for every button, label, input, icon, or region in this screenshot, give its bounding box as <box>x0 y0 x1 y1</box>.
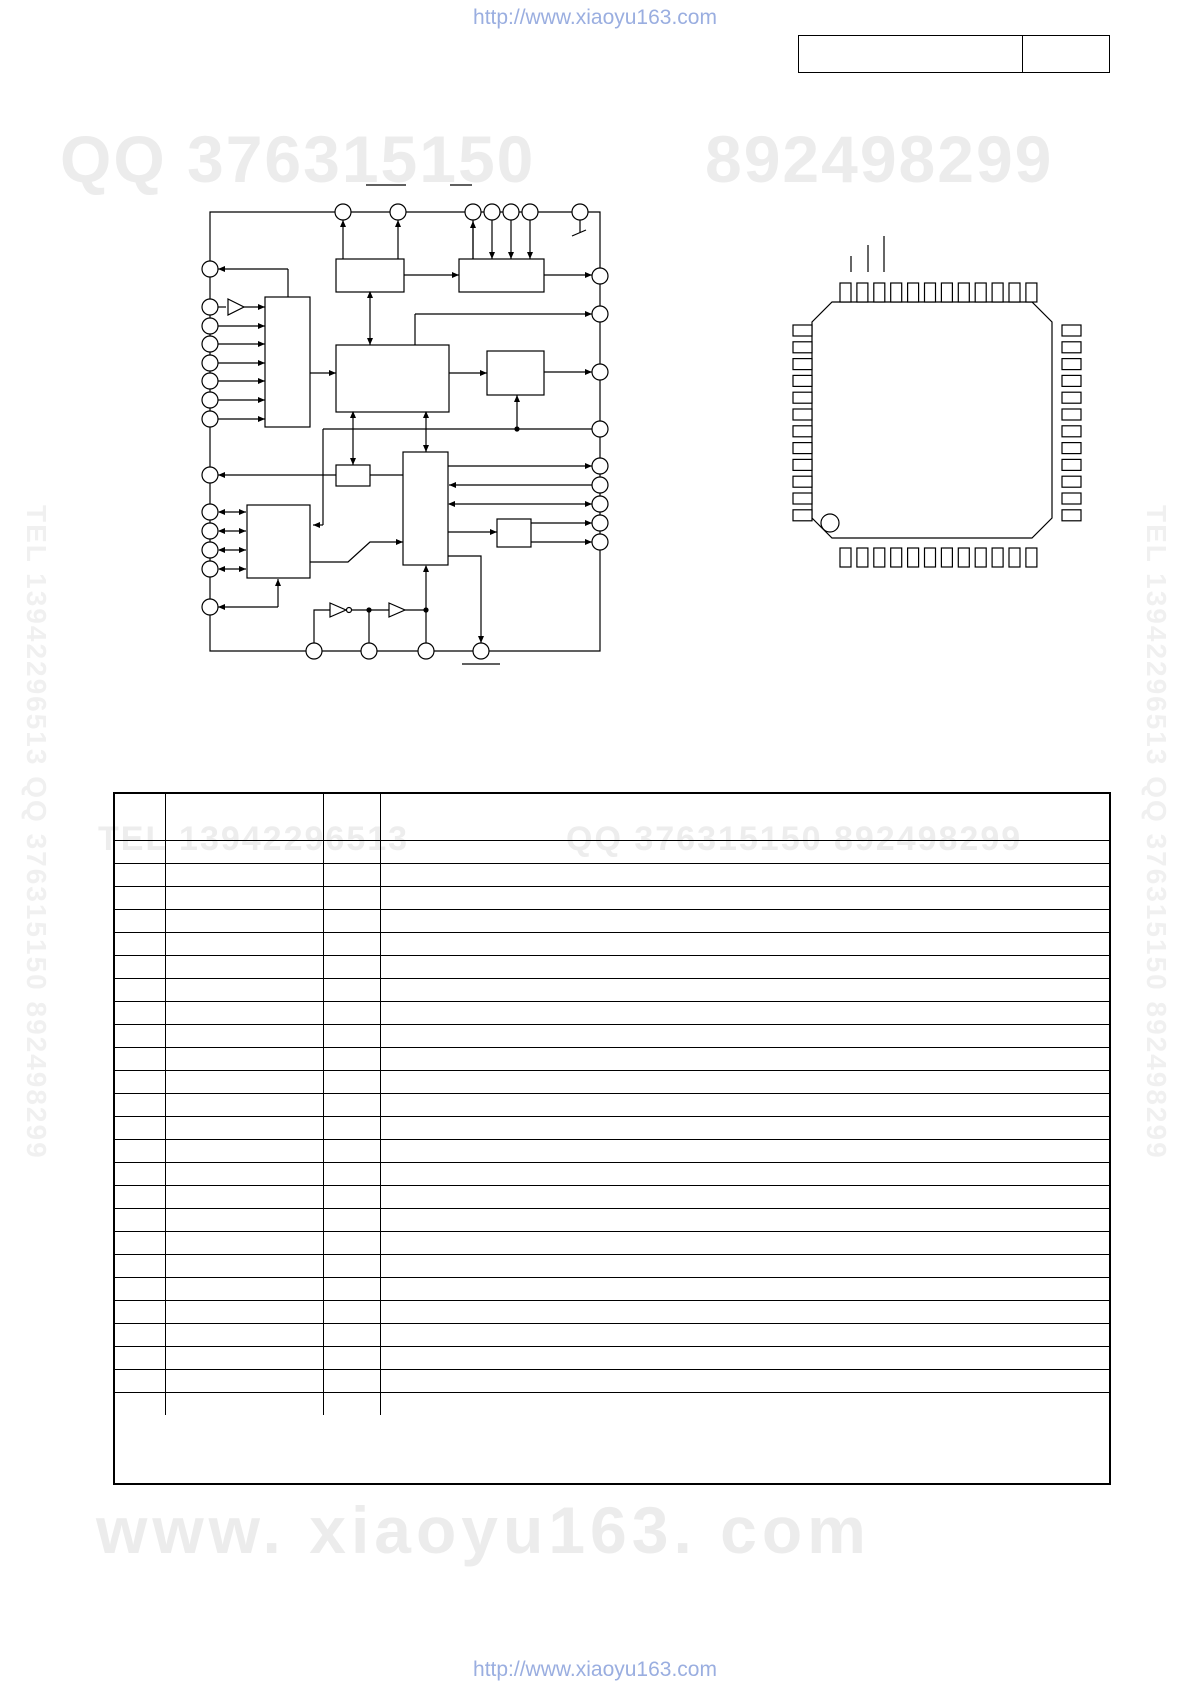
table-cell <box>380 1047 1109 1070</box>
table-cell <box>323 1162 380 1185</box>
table-row <box>115 863 1109 886</box>
table-cell <box>115 1369 165 1392</box>
package-pin <box>874 548 885 567</box>
controller-block <box>403 452 448 565</box>
table-cell <box>165 1323 323 1346</box>
table-cell <box>323 1231 380 1254</box>
package-pin <box>793 493 812 504</box>
table-row <box>115 978 1109 1001</box>
pin-circle <box>484 204 500 220</box>
table-row <box>115 909 1109 932</box>
table-cell <box>380 1323 1109 1346</box>
table-cell <box>380 932 1109 955</box>
table-header-row <box>115 794 1109 840</box>
table-cell <box>323 863 380 886</box>
table-cell <box>380 886 1109 909</box>
table-cell <box>165 1024 323 1047</box>
table-row <box>115 1369 1109 1392</box>
table-row <box>115 1323 1109 1346</box>
io-block <box>247 505 310 578</box>
package-pin <box>1062 325 1081 336</box>
header-pin-no <box>115 794 165 840</box>
table-cell <box>165 1254 323 1277</box>
table-cell <box>380 1116 1109 1139</box>
package-pin <box>1062 392 1081 403</box>
table-cell <box>165 840 323 863</box>
table-cell <box>115 1254 165 1277</box>
table-cell <box>323 840 380 863</box>
package-pin <box>793 409 812 420</box>
table-cell <box>115 932 165 955</box>
package-body <box>812 302 1052 538</box>
table-cell <box>165 1070 323 1093</box>
table-row <box>115 1300 1109 1323</box>
table-row <box>115 1093 1109 1116</box>
table-row <box>115 1392 1109 1415</box>
table-cell <box>115 1001 165 1024</box>
package-pin <box>793 325 812 336</box>
package-pin <box>1062 342 1081 353</box>
header-function <box>380 794 1109 840</box>
watermark-qq-number: 892498299 <box>705 122 1054 196</box>
table-cell <box>115 1139 165 1162</box>
table-cell <box>115 886 165 909</box>
table-cell <box>165 1300 323 1323</box>
table-cell <box>165 909 323 932</box>
table-row <box>115 1070 1109 1093</box>
header-url[interactable]: http://www.xiaoyu163.com <box>473 6 717 29</box>
table-cell <box>323 1070 380 1093</box>
package-pin <box>793 392 812 403</box>
table-row <box>115 1139 1109 1162</box>
table-cell <box>380 1254 1109 1277</box>
table-cell <box>323 1001 380 1024</box>
table-cell <box>115 1185 165 1208</box>
header-io <box>323 794 380 840</box>
package-pin <box>793 342 812 353</box>
table-cell <box>115 978 165 1001</box>
package-pin <box>891 283 902 302</box>
input-selector-block <box>265 297 310 427</box>
package-pin <box>958 548 969 567</box>
table-cell <box>380 978 1109 1001</box>
table-cell <box>115 1392 165 1415</box>
table-cell <box>165 1162 323 1185</box>
table-cell <box>115 1070 165 1093</box>
pin1-marker <box>821 514 839 532</box>
package-pin <box>908 548 919 567</box>
table-row <box>115 1231 1109 1254</box>
table-cell <box>165 1047 323 1070</box>
table-cell <box>165 863 323 886</box>
package-pin <box>793 476 812 487</box>
table-row <box>115 1001 1109 1024</box>
pin-circle <box>465 204 481 220</box>
table-cell <box>380 863 1109 886</box>
package-pin <box>941 283 952 302</box>
table-cell <box>115 1093 165 1116</box>
table-row <box>115 886 1109 909</box>
table-cell <box>380 1093 1109 1116</box>
pin-circle <box>390 204 406 220</box>
watermark-side-left: TEL 13942296513 QQ 376315150 892498299 <box>21 505 52 1160</box>
watermark-qq: QQ 376315150 <box>60 122 536 196</box>
table-cell <box>165 932 323 955</box>
package-pin <box>793 459 812 470</box>
table-cell <box>165 1185 323 1208</box>
package-pin <box>840 283 851 302</box>
package-pin <box>1026 548 1037 567</box>
pin-circle <box>522 204 538 220</box>
table-cell <box>165 1346 323 1369</box>
table-cell <box>323 978 380 1001</box>
package-pin <box>992 283 1003 302</box>
package-pin <box>1062 375 1081 386</box>
table-cell <box>323 1254 380 1277</box>
table-cell <box>115 1346 165 1369</box>
table-cell <box>165 1001 323 1024</box>
package-pin <box>1062 359 1081 370</box>
table-cell <box>115 955 165 978</box>
table-cell <box>115 1116 165 1139</box>
table-cell <box>165 1139 323 1162</box>
package-pin <box>941 548 952 567</box>
pin-description-table <box>113 792 1111 1485</box>
package-pin <box>958 283 969 302</box>
watermark-qq-small: QQ 376315150 892498299 <box>566 820 1023 858</box>
table-cell <box>115 909 165 932</box>
table-cell <box>115 1323 165 1346</box>
dac-block <box>487 351 544 395</box>
table-cell <box>165 1277 323 1300</box>
table-cell <box>380 1001 1109 1024</box>
package-pin <box>925 548 936 567</box>
package-pin <box>1062 443 1081 454</box>
table-cell <box>380 1208 1109 1231</box>
table-cell <box>115 1024 165 1047</box>
table-cell <box>165 1208 323 1231</box>
table-cell <box>323 1323 380 1346</box>
package-pin <box>874 283 885 302</box>
table-cell <box>323 955 380 978</box>
table-row <box>115 1277 1109 1300</box>
table-cell <box>115 1231 165 1254</box>
table-row <box>115 1024 1109 1047</box>
pin-circle <box>572 204 588 220</box>
table-cell <box>380 1070 1109 1093</box>
package-pin <box>793 375 812 386</box>
table-cell <box>380 1300 1109 1323</box>
package-pin <box>1026 283 1037 302</box>
table-cell <box>323 886 380 909</box>
package-pin <box>1009 548 1020 567</box>
table-cell <box>380 840 1109 863</box>
table-cell <box>380 909 1109 932</box>
footer-url[interactable]: http://www.xiaoyu163.com <box>473 1658 717 1681</box>
table-cell <box>115 1300 165 1323</box>
package-pin <box>1062 409 1081 420</box>
table-cell <box>165 886 323 909</box>
pin-circle <box>335 204 351 220</box>
table-cell <box>323 1139 380 1162</box>
table-cell <box>323 1185 380 1208</box>
table-cell <box>323 1024 380 1047</box>
package-pin <box>1062 510 1081 521</box>
package-pin <box>975 548 986 567</box>
block-b <box>459 259 544 292</box>
package-pin <box>975 283 986 302</box>
watermark-tel: TEL 13942296513 <box>98 820 410 858</box>
package-pin <box>840 548 851 567</box>
table-cell <box>380 1139 1109 1162</box>
small-block <box>336 465 370 486</box>
block-a <box>336 259 404 292</box>
table-cell <box>323 1369 380 1392</box>
table-cell <box>165 1116 323 1139</box>
table-cell <box>115 840 165 863</box>
table-row <box>115 955 1109 978</box>
package-pin <box>793 426 812 437</box>
package-pin <box>1062 476 1081 487</box>
table-cell <box>165 1369 323 1392</box>
table-cell <box>380 1392 1109 1415</box>
table-cell <box>380 1346 1109 1369</box>
table-cell <box>165 1093 323 1116</box>
table-cell <box>380 1231 1109 1254</box>
package-pin <box>857 283 868 302</box>
qfp-package <box>812 236 1052 538</box>
package-pin <box>992 548 1003 567</box>
table-cell <box>323 1300 380 1323</box>
table-cell <box>323 1047 380 1070</box>
table-cell <box>323 1093 380 1116</box>
table-cell <box>323 932 380 955</box>
table-cell <box>323 1392 380 1415</box>
package-pin <box>1062 426 1081 437</box>
inverter-triangle <box>330 603 346 617</box>
table-cell <box>380 1185 1109 1208</box>
table-cell <box>323 1346 380 1369</box>
table-cell <box>380 1024 1109 1047</box>
table-cell <box>165 955 323 978</box>
table-row <box>115 1208 1109 1231</box>
package-pin <box>793 510 812 521</box>
package-pin <box>857 548 868 567</box>
package-pin <box>793 443 812 454</box>
package-pin <box>793 359 812 370</box>
table-cell <box>115 1162 165 1185</box>
table-cell <box>380 1162 1109 1185</box>
table-row <box>115 1346 1109 1369</box>
package-pin <box>925 283 936 302</box>
table-cell <box>165 1392 323 1415</box>
package-pin <box>1009 283 1020 302</box>
pin-circle <box>503 204 519 220</box>
header-pin-name <box>165 794 323 840</box>
table-cell <box>380 1369 1109 1392</box>
watermark-side-right: TEL 13942296513 QQ 376315150 892498299 <box>1141 505 1172 1160</box>
table-row <box>115 1047 1109 1070</box>
table-cell <box>115 863 165 886</box>
table-cell <box>380 955 1109 978</box>
package-pin <box>891 548 902 567</box>
table-cell <box>323 909 380 932</box>
package-pin <box>1062 493 1081 504</box>
table-row <box>115 932 1109 955</box>
table-row <box>115 840 1109 863</box>
table-row <box>115 1116 1109 1139</box>
table-cell <box>323 1277 380 1300</box>
table-cell <box>165 978 323 1001</box>
interface-block <box>497 519 531 547</box>
package-pin <box>1062 459 1081 470</box>
table-cell <box>115 1208 165 1231</box>
table-cell <box>115 1277 165 1300</box>
table-row <box>115 1185 1109 1208</box>
table-row <box>115 1162 1109 1185</box>
watermark-bottom-url: www. xiaoyu163. com <box>96 1493 871 1567</box>
package-pin <box>908 283 919 302</box>
table-cell <box>323 1208 380 1231</box>
table-cell <box>380 1277 1109 1300</box>
table-row <box>115 1254 1109 1277</box>
table-cell <box>323 1116 380 1139</box>
buffer-triangle <box>228 299 244 315</box>
dsp-block <box>336 345 449 412</box>
table-cell <box>165 1231 323 1254</box>
table-cell <box>115 1047 165 1070</box>
